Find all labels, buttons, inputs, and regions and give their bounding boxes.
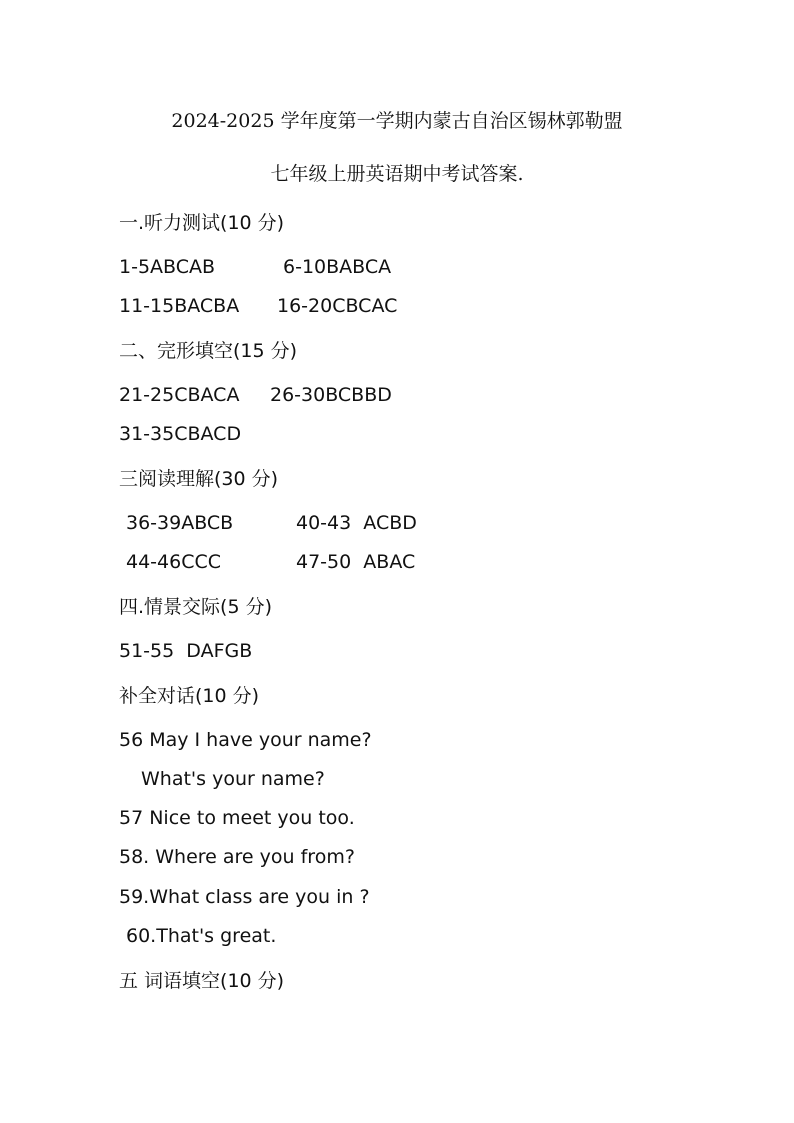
- section-heading-vocab: 五 词语填空(10 分): [119, 970, 285, 992]
- section-heading-reading: 三阅读理解(30 分): [119, 468, 279, 490]
- listening-answers-6-10: 6-10BABCA: [283, 256, 392, 278]
- dialogue-answer-59: 59.What class are you in ?: [119, 886, 370, 908]
- dialogue-answer-56: 56 May I have your name?: [119, 729, 372, 751]
- cloze-answers-21-25: 21-25CBACA: [119, 384, 240, 406]
- dialogue-answer-56-alt: What's your name?: [141, 768, 325, 790]
- listening-answers-11-15: 11-15BACBA: [119, 295, 240, 317]
- cloze-answers-31-35: 31-35CBACD: [119, 423, 242, 445]
- section-heading-situation: 四.情景交际(5 分): [119, 596, 272, 618]
- reading-answers-47-50: 47-50 ABAC: [296, 551, 416, 573]
- reading-answers-40-43: 40-43 ACBD: [296, 512, 417, 534]
- listening-answers-1-5: 1-5ABCAB: [119, 256, 216, 278]
- document-title-line-1: 2024-2025 学年度第一学期内蒙古自治区锡林郭勒盟: [171, 110, 623, 132]
- dialogue-answer-60: 60.That's great.: [126, 925, 277, 947]
- reading-answers-44-46: 44-46CCC: [126, 551, 222, 573]
- section-heading-dialogue: 补全对话(10 分): [119, 685, 260, 707]
- section-heading-cloze: 二、完形填空(15 分): [119, 340, 298, 362]
- dialogue-answer-57: 57 Nice to meet you too.: [119, 807, 355, 829]
- listening-answers-16-20: 16-20CBCAC: [277, 295, 398, 317]
- situation-answers-51-55: 51-55 DAFGB: [119, 640, 253, 662]
- cloze-answers-26-30: 26-30BCBBD: [270, 384, 392, 406]
- section-heading-listening: 一.听力测试(10 分): [119, 212, 285, 234]
- reading-answers-36-39: 36-39ABCB: [126, 512, 234, 534]
- document-title-line-2: 七年级上册英语期中考试答案.: [270, 163, 524, 185]
- dialogue-answer-58: 58. Where are you from?: [119, 846, 355, 868]
